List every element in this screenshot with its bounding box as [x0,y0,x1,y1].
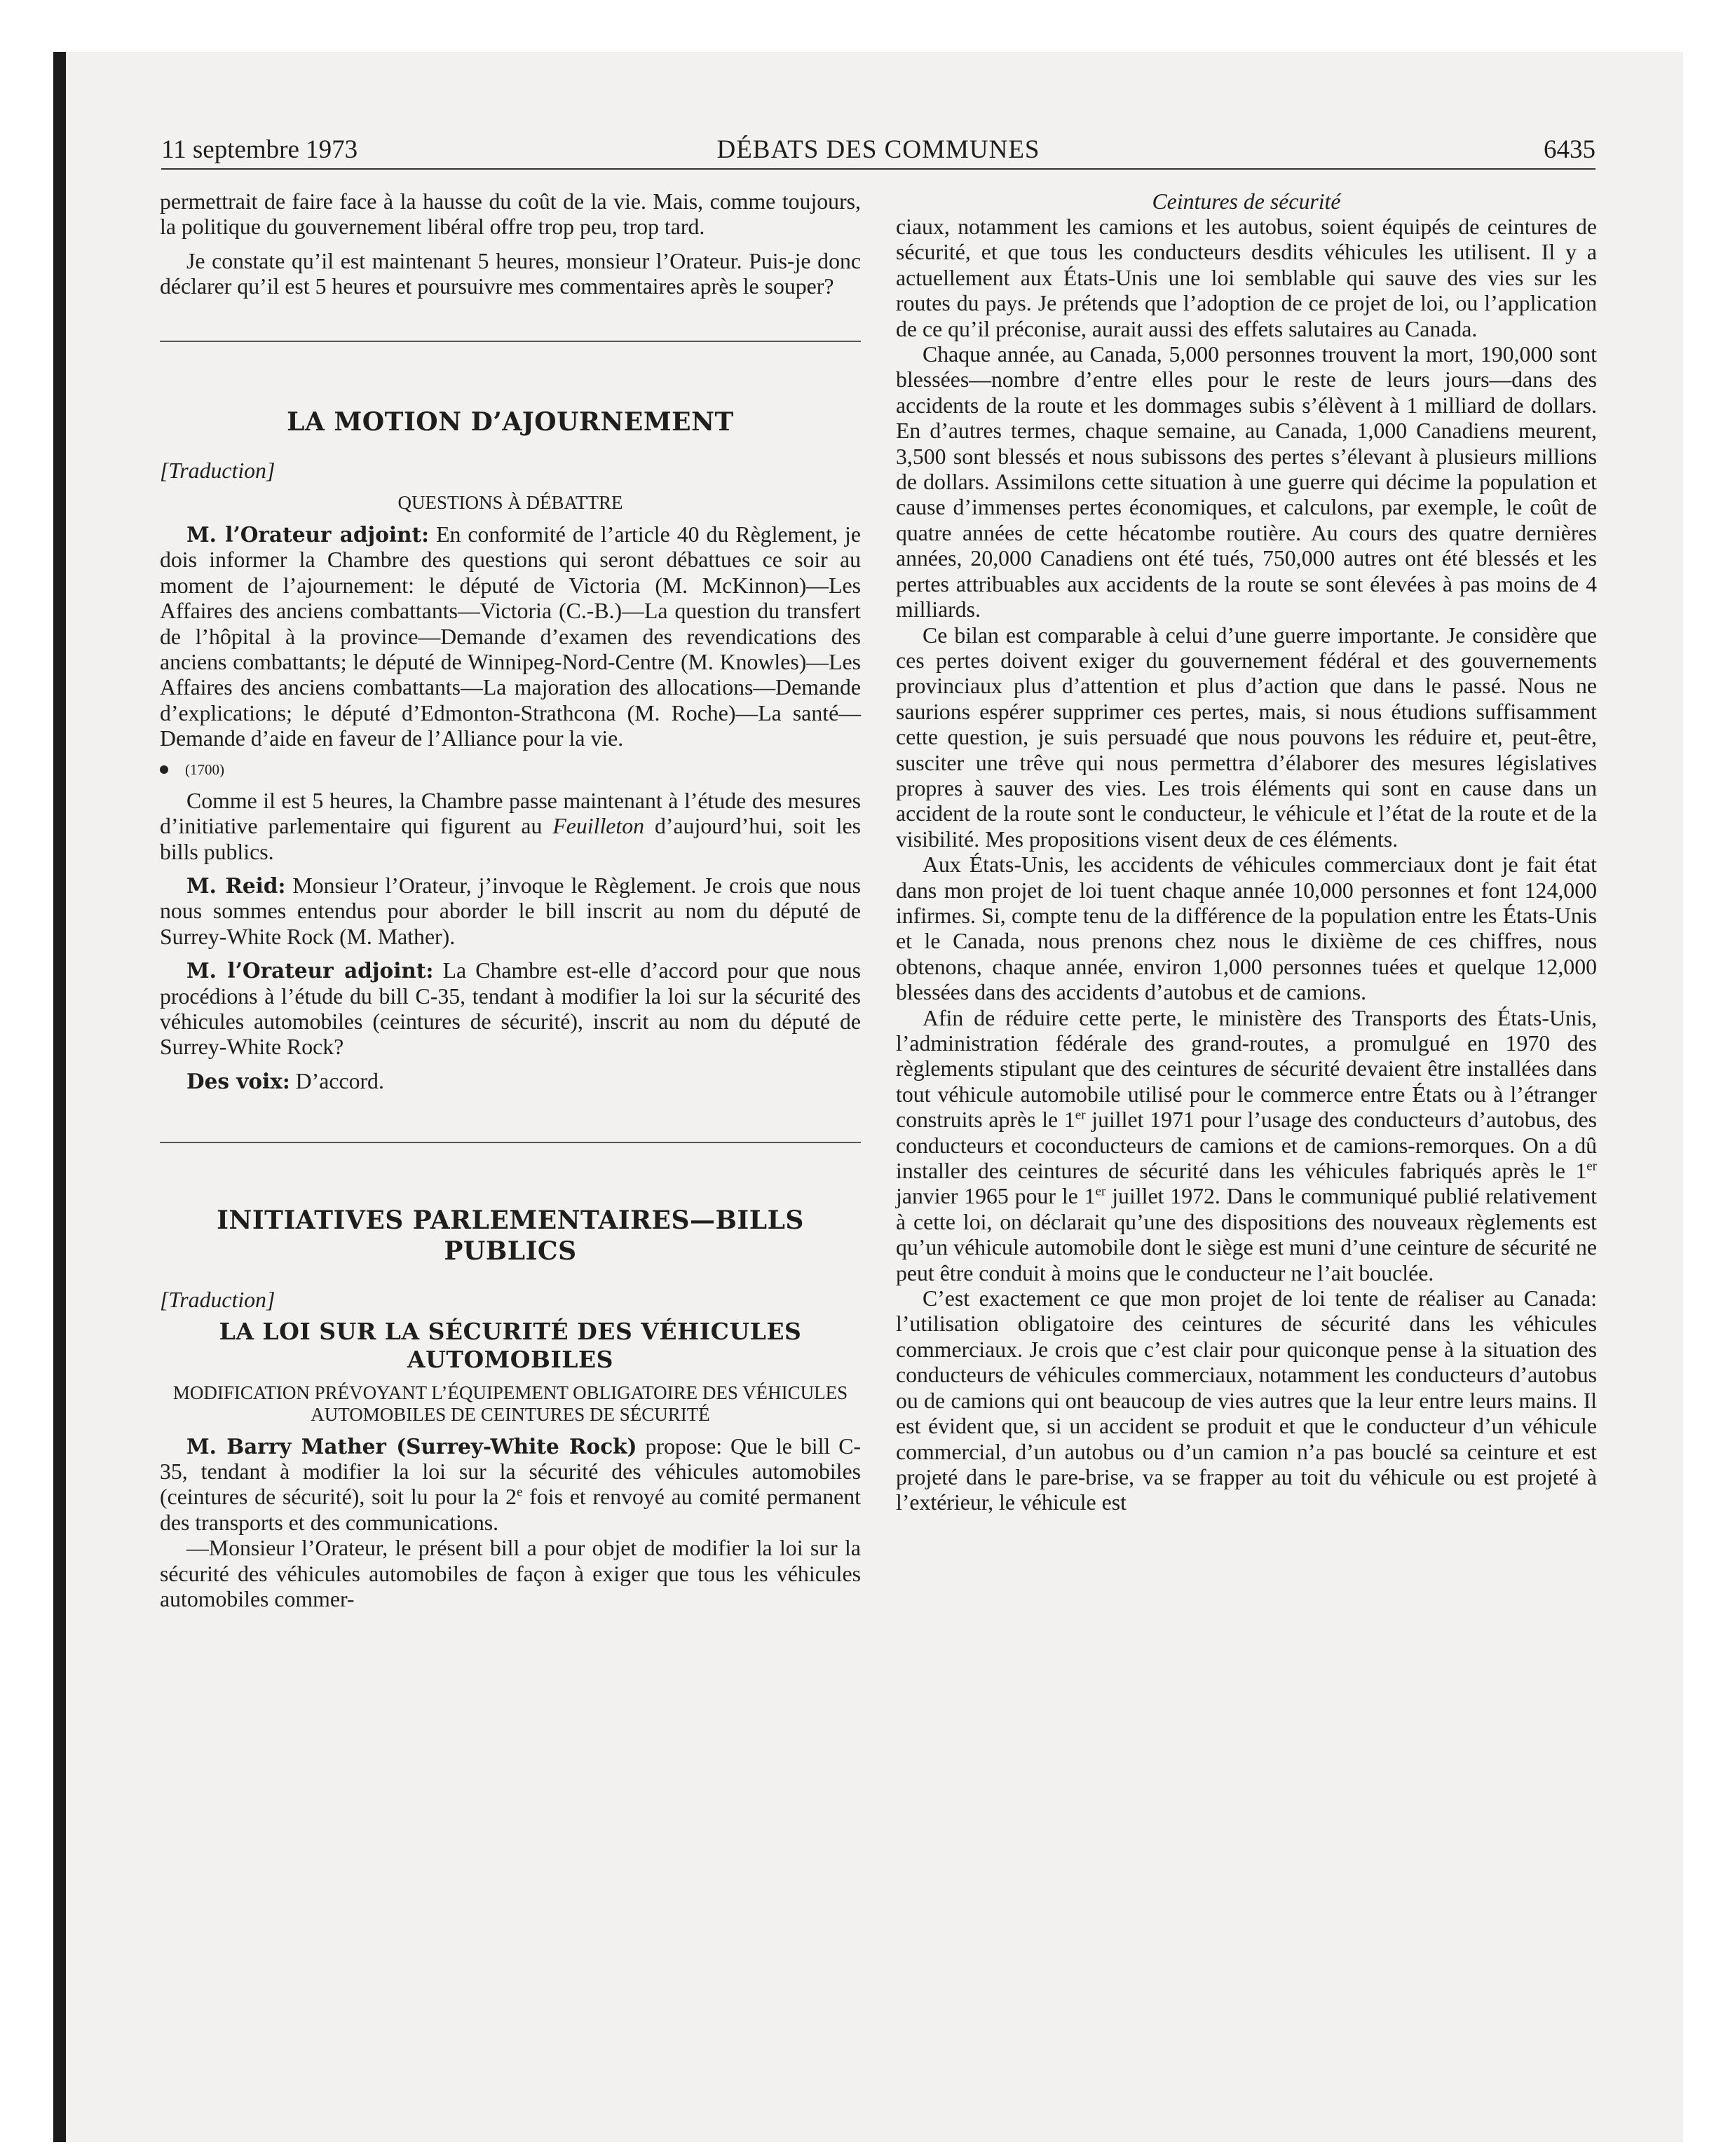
subheading: MODIFICATION PRÉVOYANT L’ÉQUIPEMENT OBLIGATOIRE DES VÉHICULES AUTOMOBILES DE CEINTURES DE SÉCURITÉ [172,1381,848,1425]
running-title: Ceintures de sécurité [1152,189,1341,214]
section-heading: LA MOTION D’AJOURNEMENT [287,407,734,437]
speaker-name: M. Barry Mather (Surrey-White Rock) [186,1433,637,1459]
paragraph: M. Reid: Monsieur l’Orateur, j’invoque le Règlement. Je crois que nous nous sommes entendus pour aborder le bill inscrit au nom du député de Surrey-White Rock (M. Mather). [160,873,861,949]
paragraph: permettrait de faire face à la hausse du coût de la vie. Mais, comme toujours, la politique du gouvernement libéral offre trop peu, trop tard. [160,189,861,240]
section-heading: INITIATIVES PARLEMENTAIRES—BILLS PUBLICS [217,1206,804,1267]
paragraph: C’est exactement ce que mon projet de loi tente de réaliser au Canada: l’utilisation obligatoire des ceintures de sécurité dans les véhicules commerciaux. Je crois que c’est clair pour quiconque pense à la situation des conducteurs de véhicules commerciaux, notamment les conducteurs d’autobus ou de camions qui ont beaucoup de vies autres que la leur entre leurs mains. Il est évident que, si un accident se produit et que le conducteur d’un véhicule commercial, d’un autobus ou d’un camion n’a pas bouclé sa ceinture et est projeté dans le pare-brise, va se frapper au toit du véhicule ou est projeté à l’extérieur, le véhicule est [896,1286,1597,1515]
left-column [160,189,861,1984]
paragraph: Aux États-Unis, les accidents de véhicules commerciaux dont je fait état dans mon projet de loi tuent chaque année 10,000 personnes et font 124,000 infirmes. Si, compte tenu de la différence de la population entre les États-Unis et le Canada, nous prenons chez nous le dixième de ces chiffres, nous obtenons, chaque année, environ 1,000 personnes tuées et quelque 12,000 blessées dans des accidents d’autobus et de camions. [896,852,1597,1005]
speaker-name: M. l’Orateur adjoint: [186,958,434,983]
paragraph: —Monsieur l’Orateur, le présent bill a pour objet de modifier la loi sur la sécurité des véhicules automobiles de façon à exiger que tous les véhicules automobiles commer- [160,1536,861,1611]
subheading: QUESTIONS À DÉBATTRE [397,492,623,514]
section-divider [160,341,861,342]
paragraph: Je constate qu’il est maintenant 5 heures, monsieur l’Orateur. Puis-je donc déclarer qu’il est 5 heures et poursuivre mes commentaires après le souper? [160,248,861,299]
bullet-icon [160,765,168,774]
paragraph: Afin de réduire cette perte, le ministère des Transports des États-Unis, l’administration fédérale des grand-routes, a promulgué en 1970 des règlements stipulant que des ceintures de sécurité devaient être installées dans tout véhicule automobile utilisé pour le commerce entre États ou à l’étranger construits après le 1er juillet 1971 pour l’usage des conducteurs d’autobus, des conducteurs et coconducteurs de camions et de camions-remorques. On a dû installer des ceintures de sécurité dans les véhicules fabriqués après le 1er janvier 1965 pour le 1er juillet 1972. Dans le communiqué publié relativement à cette loi, on déclarait qu’une des dispositions des nouveaux règlements est qu’un véhicule automobile dont le siège est muni d’une ceinture de sécurité ne peut être conduit à moins que le conducteur ne l’ait bouclée. [896,1005,1597,1285]
paragraph: Comme il est 5 heures, la Chambre passe maintenant à l’étude des mesures d’initiative parlementaire qui figurent au Feuilleton d’aujourd’hui, soit les bills publics. [160,788,861,864]
translation-note: [Traduction] [160,1288,275,1313]
right-column [896,189,1597,1984]
bill-heading: LA LOI SUR LA SÉCURITÉ DES VÉHICULES AUTOMOBILES [219,1317,802,1373]
page-number: 6435 [1544,135,1595,164]
section-divider [160,1142,861,1143]
speaker-name: M. l’Orateur adjoint: [186,522,430,547]
paragraph: Ce bilan est comparable à celui d’une guerre importante. Je considère que ces pertes doivent exiger du gouvernement fédéral et des gouvernements provinciaux plus d’attention et plus d’action que dans le passé. Nous ne saurions espérer supprimer ces pertes, mais, si nous étudions suffisamment cette question, je suis persuadé que nous pouvons les réduire et, peut-être, susciter une trêve qui nous permettra d’élaborer des mesures législatives propres à sauver des vies. Les trois éléments qui sont en cause dans un accident de la route sont le conducteur, le véhicule et l’état de la route et de la visibilité. Mes propositions visent deux de ces éléments. [896,622,1597,852]
translation-note: [Traduction] [160,458,275,483]
scan-edge-bar [53,52,66,2142]
header-date: 11 septembre 1973 [161,135,358,164]
speaker-name: Des voix: [186,1068,290,1093]
paragraph: Des voix: D’accord. [186,1068,384,1093]
time-marker: (1700) [160,759,861,780]
paragraph: ciaux, notamment les camions et les autobus, soient équipés de ceintures de sécurité, et que tous les conducteurs desdits véhicules les utilisent. Il y a actuellement aux États-Unis une loi semblable qui sauve des vies sur les routes du pays. Je prétends que l’adoption de ce projet de loi, ou l’application de ce qu’il préconise, aurait aussi des effets salutaires au Canada. [896,214,1597,341]
page-header [161,132,1595,170]
speaker-name: M. Reid: [186,873,286,898]
header-title: DÉBATS DES COMMUNES [716,135,1040,164]
paragraph: M. l’Orateur adjoint: En conformité de l’article 40 du Règlement, je dois informer la Chambre des questions qui seront débattues ce soir au moment de l’ajournement: le député de Victoria (M. McKinnon)—Les Affaires des anciens combattants—Victoria (C.-B.)—La question du transfert de l’hôpital à la province—Demande d’examen des revendications des anciens combattants; le député de Winnipeg-Nord-Centre (M. Knowles)—Les Affaires des anciens combattants—La majoration des allocations—Demande d’explications; le député d’Edmonton-Strathcona (M. Roche)—La santé—Demande d’aide en faveur de l’Alliance pour la vie. [160,522,862,751]
paragraph: Chaque année, au Canada, 5,000 personnes trouvent la mort, 190,000 sont blessées—nombre d’entre elles pour le reste de leurs jours—dans des accidents de la route et les dommages subis s’élèvent à 1 milliard de dollars. En d’autres termes, chaque semaine, au Canada, 1,000 Canadiens meurent, 3,500 sont blessés et nous subissons des pertes s’élevant à plusieurs millions de dollars. Assimilons cette situation à une guerre qui décime la population et cause d’immenses pertes économiques, et calculons, par exemple, le coût de quatre années de cette hécatombe routière. Au cours des quatre dernières années, 20,000 Canadiens ont été tués, 750,000 autres ont été blessés et les pertes attribuables aux accidents de la route se sont élevées à pas moins de 4 milliards. [896,342,1597,622]
paragraph: M. l’Orateur adjoint: La Chambre est-elle d’accord pour que nous procédions à l’étude du bill C-35, tendant à modifier la loi sur la sécurité des véhicules automobiles (ceintures de sécurité), inscrit au nom du député de Surrey-White Rock? [160,958,861,1060]
paragraph: M. Barry Mather (Surrey-White Rock) propose: Que le bill C-35, tendant à modifier la loi sur la sécurité des véhicules automobiles (ceintures de sécurité), soit lu pour la 2e fois et renvoyé au comité permanent des transports et des communications. [160,1433,861,1535]
